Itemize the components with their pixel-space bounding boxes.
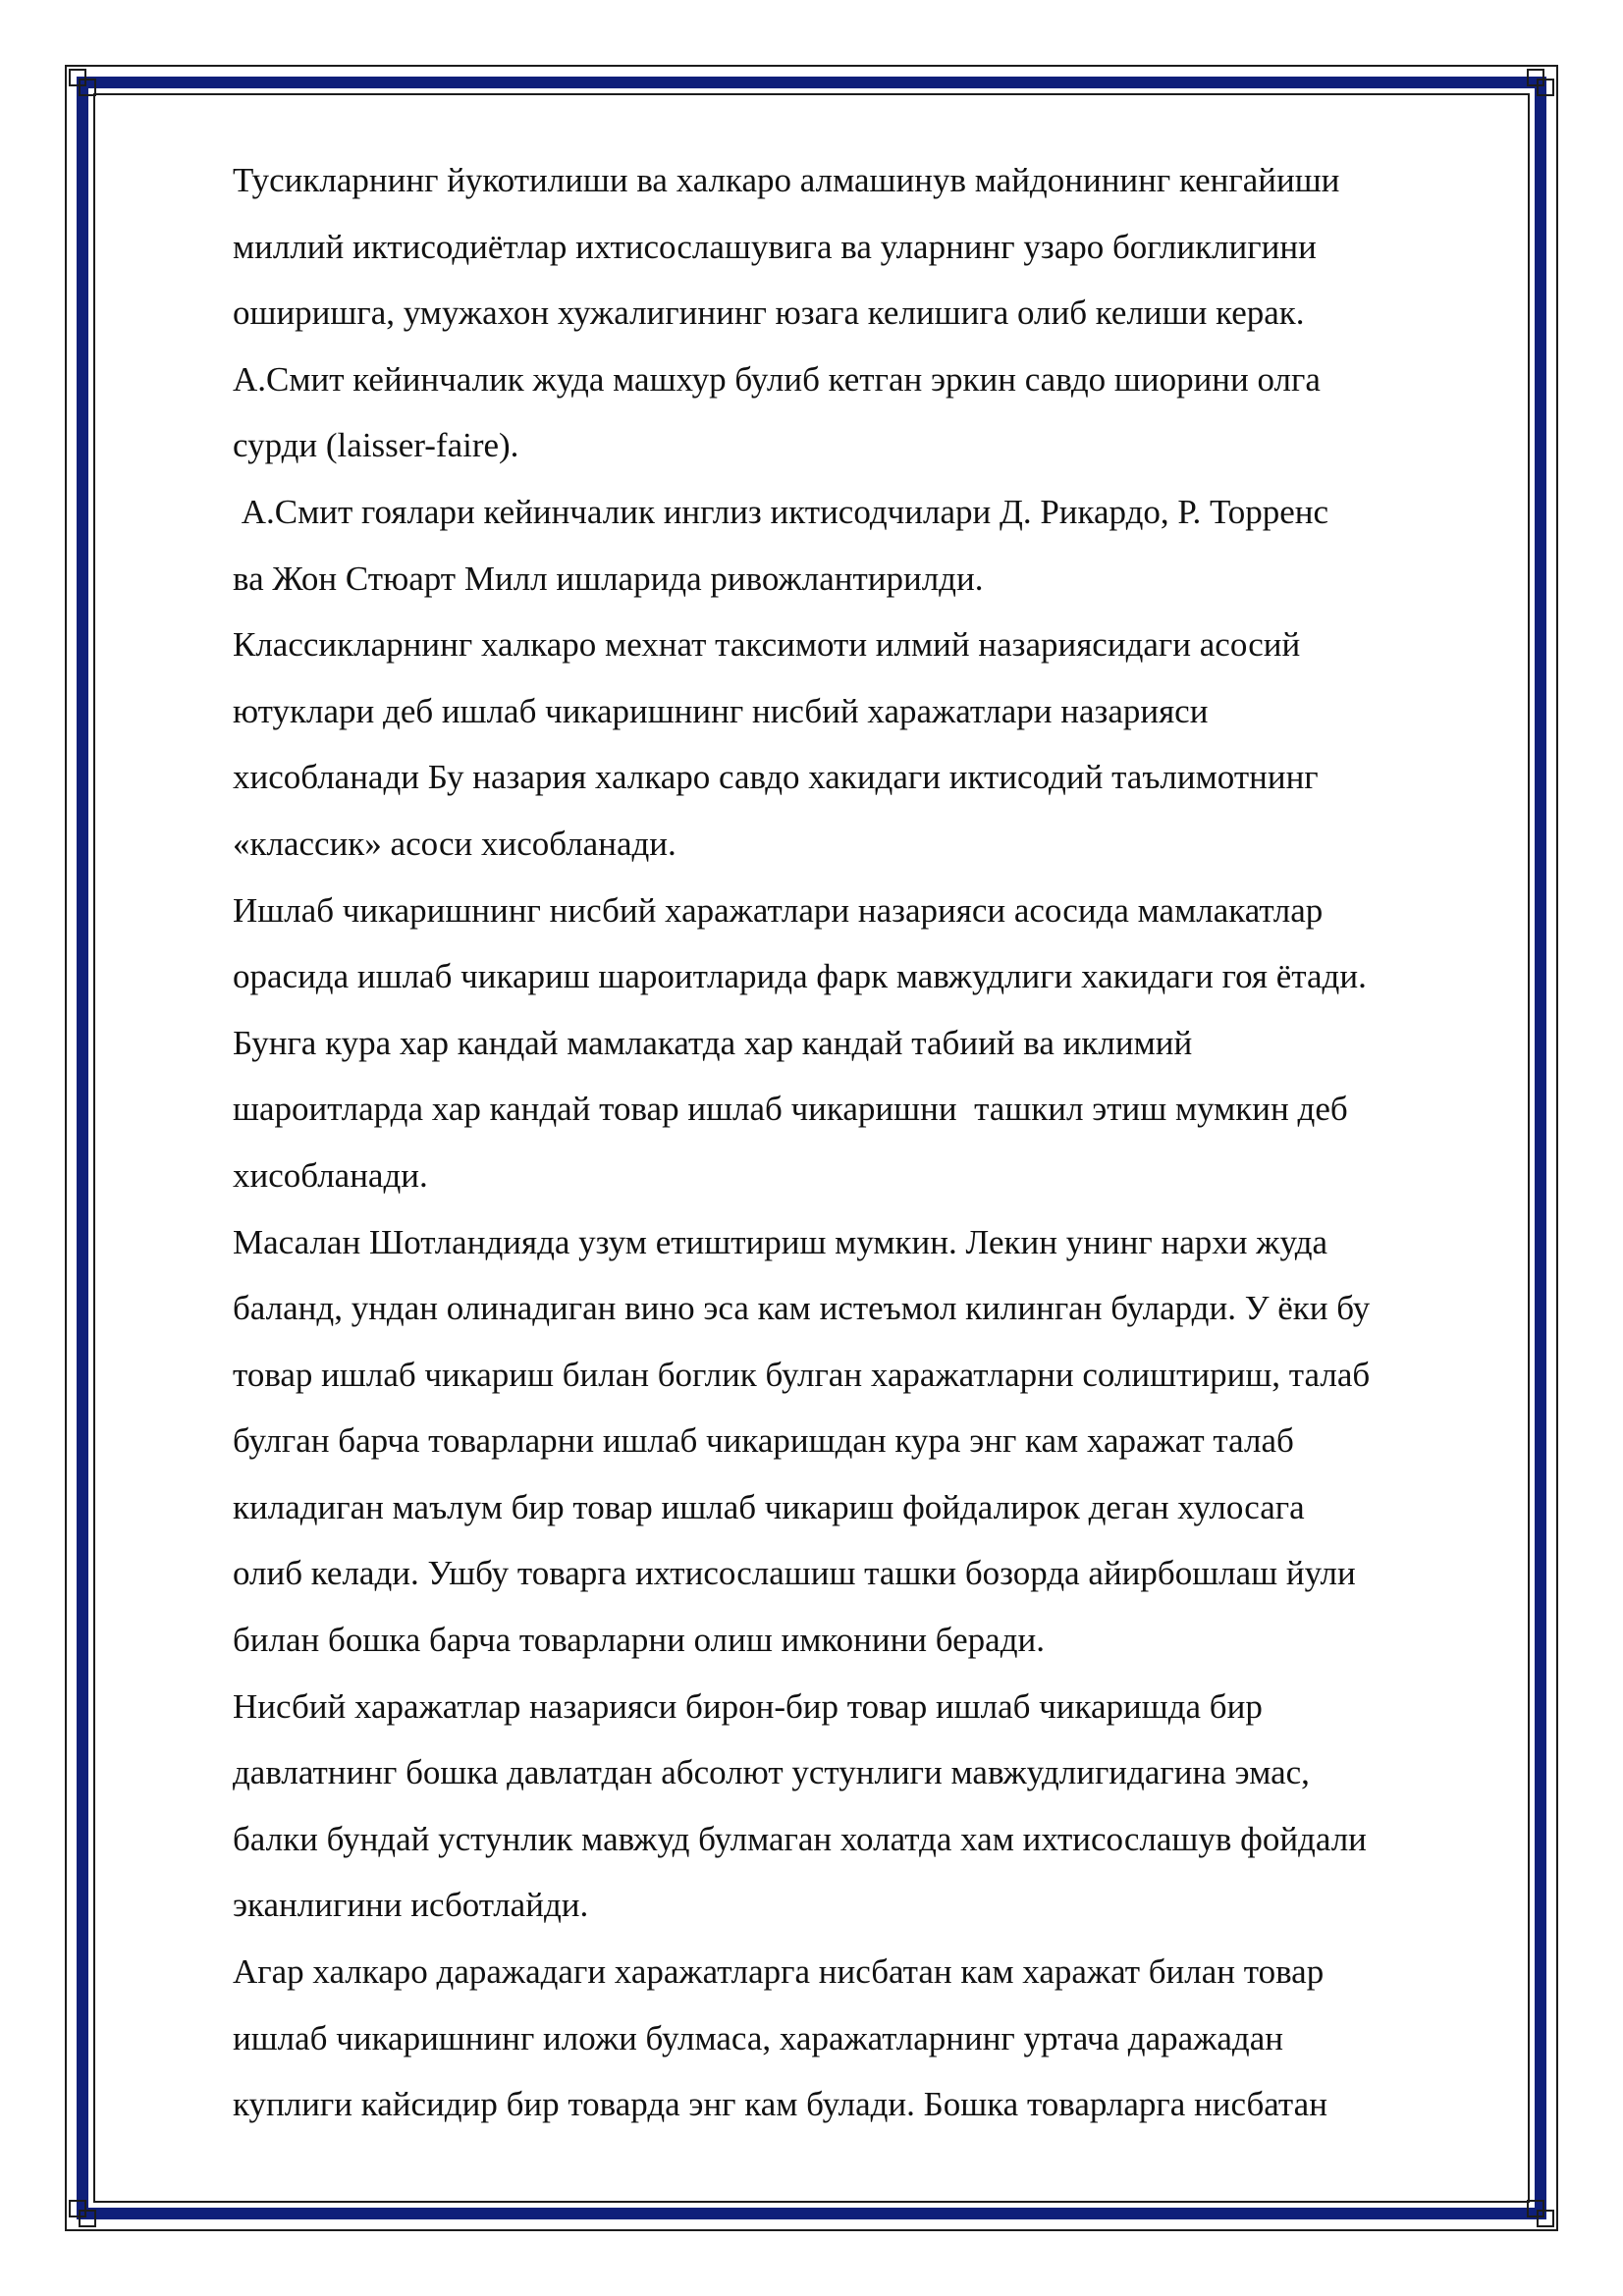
corner-ornament-top-left	[69, 69, 96, 96]
corner-ornament-top-right	[1527, 69, 1554, 96]
paragraph-3: А.Смит гоялари кейинчалик инглиз иктисодчилари Д. Рикардо, Р. Торренс ва Жон Стюарт Милл ишларида ривожлантирилди.	[233, 492, 1329, 598]
paragraph-4: Классикларнинг халкаро мехнат таксимоти илмий назариясидаги асосий ютуклари деб ишлаб чикаришнинг нисбий харажатлари назарияси хисобланади Бу назария халкаро савдо хакидаги иктисодий таълимотнинг «классик» асоси хисобланади.	[233, 625, 1319, 863]
corner-ornament-bottom-right	[1527, 2200, 1554, 2227]
paragraph-6: Масалан Шотландияда узум етиштириш мумкин. Лекин унинг нархи жуда баланд, ундан олинадиган вино эса кам истеъмол килинган буларди. У ёки бу товар ишлаб чикариш билан боглик булган харажатларни солиштириш, талаб булган барча товарларни ишлаб чикаришдан кура энг кам харажат талаб киладиган маълум бир товар ишлаб чикариш фойдалирок деган хулосага олиб келади. Ушбу товарга ихтисослашиш ташки бозорда айирбошлаш йули билан бошка барча товарларни олиш имконини беради.	[233, 1222, 1371, 1660]
paragraph-1: Тусикларнинг йукотилиши ва халкаро алмашинув майдонининг кенгайиши миллий иктисодиётлар ихтисослашувига ва уларнинг узаро богликлигини оширишга, умужахон хужалигининг юзага келишига олиб келиши керак.	[233, 161, 1340, 333]
paragraph-5: Ишлаб чикаришнинг нисбий харажатлари назарияси асосида мамлакатлар орасида ишлаб чикариш шароитларида фарк мавжудлиги хакидаги гоя ётади. Бунга кура хар кандай мамлакатда хар кандай табиий ва иклимий шароитларда хар кандай товар ишлаб чикаришни ташкил этиш мумкин деб хисобланади.	[233, 890, 1367, 1195]
document-body	[233, 147, 1519, 2138]
paragraph-8: Агар халкаро даражадаги харажатларга нисбатан кам харажат билан товар ишлаб чикаришнинг иложи булмаса, харажатларнинг уртача даражадан куплиги кайсидир бир товарда энг кам булади. Бошка товарларга нисбатан	[233, 1952, 1327, 2124]
corner-ornament-bottom-left	[69, 2200, 96, 2227]
paragraph-7: Нисбий харажатлар назарияси бирон-бир товар ишлаб чикаришда бир давлатнинг бошка давлатдан абсолют устунлиги мавжудлигидагина эмас, балки бундай устунлик мавжуд булмаган холатда хам ихтисослашув фойдали эканлигини исботлайди.	[233, 1686, 1367, 1925]
paragraph-2: А.Смит кейинчалик жуда машхур булиб кетган эркин савдо шиорини олга сурди (laisser-faire).	[233, 359, 1321, 465]
